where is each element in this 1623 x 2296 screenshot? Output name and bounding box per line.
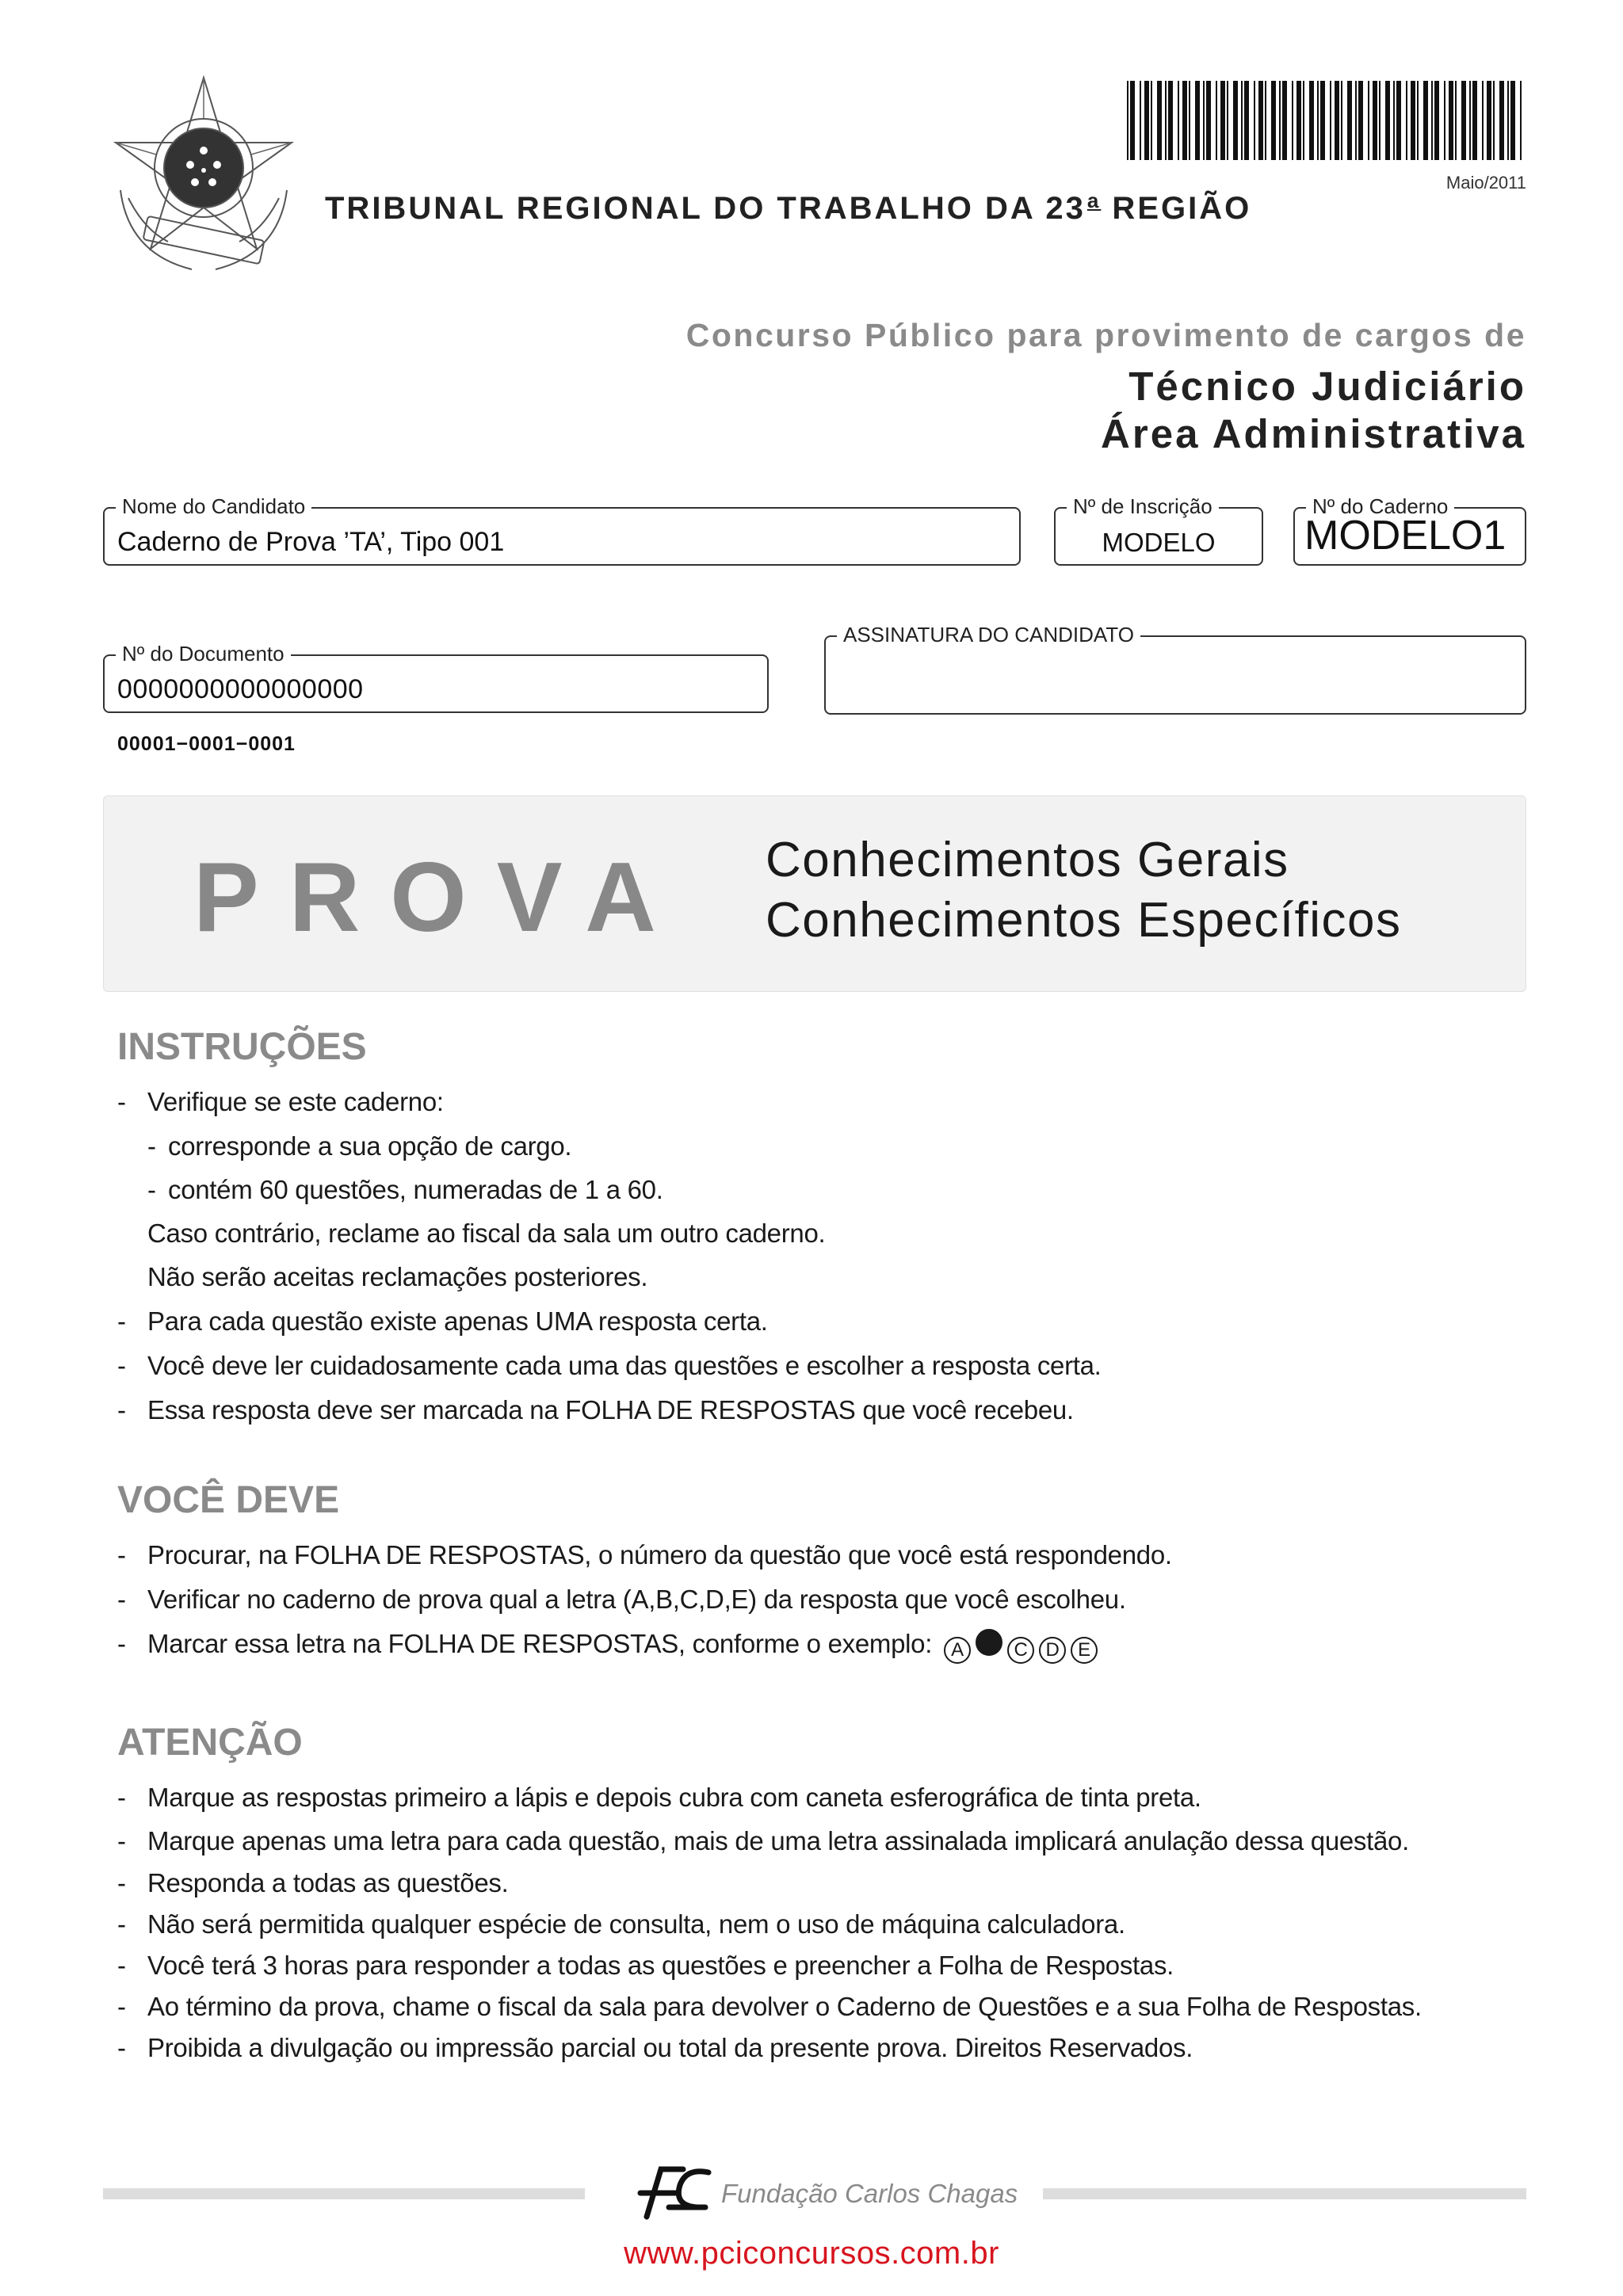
bubble-d: D <box>1039 1637 1066 1664</box>
conhecimentos-especificos: Conhecimentos Específicos <box>766 893 1402 948</box>
instrucao-item: Para cada questão existe apenas UMA resposta certa. <box>147 1306 768 1336</box>
atencao-item: Responda a todas as questões. <box>147 1868 509 1897</box>
barcode-bar <box>1178 81 1179 160</box>
atencao-item: Você terá 3 horas para responder a todas as questões e preencher a Folha de Respostas. <box>147 1951 1174 1980</box>
caderno-label: Nº do Caderno <box>1306 494 1454 518</box>
barcode-bar <box>1227 81 1228 160</box>
documento-value: 0000000000000000 <box>117 674 364 704</box>
barcode-bar <box>1203 81 1205 160</box>
bullet-dash: - <box>117 1992 126 2021</box>
inscricao-value: MODELO <box>1102 528 1216 557</box>
bubble-e: E <box>1071 1637 1098 1664</box>
barcode-bar <box>1423 81 1428 160</box>
barcode-bar <box>1444 81 1445 160</box>
bubble-b-filled <box>976 1629 1002 1656</box>
sub-bullet-dash: - <box>147 1175 156 1204</box>
barcode-bar <box>1309 81 1314 160</box>
barcode-bar <box>1493 81 1495 160</box>
bullet-dash: - <box>117 1306 126 1336</box>
barcode-bar <box>1303 81 1304 160</box>
barcode-bar <box>1151 81 1152 160</box>
atencao-item: Ao término da prova, chame o fiscal da sala para devolver o Caderno de Questões e a sua Folha de Respostas. <box>147 1992 1422 2021</box>
barcode-bar <box>1455 81 1457 160</box>
barcode-bar <box>1335 81 1339 160</box>
barcode-bar <box>1241 81 1243 160</box>
bullet-dash: - <box>117 1395 126 1425</box>
voce-deve-item <box>147 1629 1098 1664</box>
voce-deve-heading: VOCÊ DEVE <box>117 1479 340 1521</box>
nome-candidato-field[interactable] <box>103 494 1021 566</box>
codigo-prova: 00001−0001−0001 <box>117 733 296 755</box>
barcode-bar <box>1510 81 1515 160</box>
barcode-bar <box>1406 81 1407 160</box>
bullet-dash: - <box>117 1826 126 1855</box>
site-link[interactable]: www.pciconcursos.com.br <box>624 2236 999 2271</box>
barcode-bar <box>1254 81 1255 160</box>
instrucao-item: Você deve ler cuidadosamente cada uma das questões e escolher a resposta certa. <box>147 1351 1102 1380</box>
barcode-bar <box>1258 81 1263 160</box>
instrucoes-heading: INSTRUÇÕES <box>117 1026 367 1068</box>
barcode-bar <box>1417 81 1419 160</box>
bullet-dash: - <box>117 1540 126 1569</box>
barcode-bar <box>1271 81 1276 160</box>
barcode-bar <box>1396 81 1401 160</box>
barcode-bar <box>1472 81 1477 160</box>
barcode-bar <box>1520 81 1522 160</box>
barcode-bar <box>1482 81 1484 160</box>
caderno-field[interactable] <box>1293 494 1526 566</box>
bullet-dash: - <box>117 2033 126 2062</box>
prova-word: PROVA <box>193 843 686 952</box>
barcode-bar <box>1140 81 1141 160</box>
barcode-bar <box>1206 81 1211 160</box>
voce-deve-item: Verificar no caderno de prova qual a letra (A,B,C,D,E) da resposta que você escolheu. <box>147 1585 1126 1614</box>
bubble-a: A <box>944 1637 971 1664</box>
barcode-bar <box>1507 81 1509 160</box>
tribunal-superscript: a <box>1086 189 1102 212</box>
instrucao-item: Verifique se este caderno: <box>147 1087 444 1116</box>
documento-label: Nº do Documento <box>116 642 291 666</box>
barcode-bar <box>1358 81 1363 160</box>
barcode-bar <box>1379 81 1381 160</box>
barcode-bar <box>1330 81 1331 160</box>
assinatura-label: ASSINATURA DO CANDIDATO <box>837 623 1140 646</box>
barcode-bar <box>1279 81 1281 160</box>
barcode-bar <box>1292 81 1293 160</box>
barcode-bars <box>1127 81 1525 160</box>
tribunal-text: TRIBUNAL REGIONAL DO TRABALHO DA 23 <box>325 191 1086 226</box>
barcode-bar <box>1449 81 1453 160</box>
bullet-dash: - <box>117 1629 126 1658</box>
barcode-bar <box>1434 81 1439 160</box>
barcode-bar <box>1368 81 1369 160</box>
bullet-dash: - <box>117 1783 126 1812</box>
bullet-dash: - <box>117 1868 126 1897</box>
bullet-dash: - <box>117 1585 126 1614</box>
barcode-bar <box>1216 81 1217 160</box>
barcode-bar <box>1341 81 1342 160</box>
barcode-bar <box>1347 81 1352 160</box>
barcode-bar <box>1130 81 1135 160</box>
inscricao-label: Nº de Inscrição <box>1067 494 1219 518</box>
instrucao-item: Não serão aceitas reclamações posteriores. <box>147 1262 648 1291</box>
barcode-bar <box>1411 81 1415 160</box>
atencao-item: Proibida a divulgação ou impressão parcial ou total da presente prova. Direitos Reservados. <box>147 2033 1193 2062</box>
barcode-bar <box>1469 81 1471 160</box>
atencao-item: Não será permitida qualquer espécie de consulta, nem o uso de máquina calculadora. <box>147 1909 1125 1939</box>
barcode-bar <box>1265 81 1266 160</box>
documento-field[interactable] <box>103 642 769 713</box>
inscricao-field[interactable] <box>1054 494 1263 566</box>
barcode-bar <box>1233 81 1238 160</box>
barcode-bar <box>1393 81 1395 160</box>
tribunal-tail: REGIÃO <box>1101 191 1252 226</box>
bullet-dash: - <box>117 1909 126 1939</box>
barcode-bar <box>1317 81 1319 160</box>
barcode-bar <box>1168 81 1173 160</box>
barcode-bar <box>1244 81 1249 160</box>
instrucao-item: Caso contrário, reclame ao fiscal da sala um outro caderno. <box>147 1219 826 1248</box>
barcode-bar <box>1127 81 1128 160</box>
fundacao-text: Fundação Carlos Chagas <box>721 2179 1018 2208</box>
barcode-bar <box>1144 81 1149 160</box>
bullet-dash: - <box>117 1951 126 1980</box>
date-label: Maio/2011 <box>1445 173 1526 193</box>
sub-bullet-dash: - <box>147 1131 156 1161</box>
barcode-bar <box>1157 81 1162 160</box>
voce-deve-item: Procurar, na FOLHA DE RESPOSTAS, o número da questão que você está respondendo. <box>147 1540 1172 1569</box>
barcode-bar <box>1461 81 1466 160</box>
barcode-bar <box>1487 81 1491 160</box>
barcode-bar <box>1320 81 1325 160</box>
barcode-bar <box>1220 81 1225 160</box>
barcode-bar <box>1499 81 1504 160</box>
nome-candidato-value: Caderno de Prova ’TA’, Tipo 001 <box>117 527 505 557</box>
barcode <box>1127 81 1525 160</box>
barcode-bar <box>1189 81 1190 160</box>
bullet-dash: - <box>117 1351 126 1380</box>
footer-bar-right <box>1043 2188 1526 2199</box>
exemplo-text: Marcar essa letra na FOLHA DE RESPOSTAS, conforme o exemplo: <box>147 1629 933 1658</box>
assinatura-field[interactable] <box>824 623 1526 715</box>
conhecimentos-gerais: Conhecimentos Gerais <box>766 833 1289 887</box>
coat-of-arms-emblem <box>97 71 311 285</box>
barcode-bar <box>1282 81 1287 160</box>
atencao-item: Marque apenas uma letra para cada questão, mais de uma letra assinalada implicará anulação dessa questão. <box>147 1826 1409 1855</box>
nome-candidato-label: Nome do Candidato <box>116 494 311 518</box>
concurso-line: Concurso Público para provimento de cargos de <box>685 317 1526 353</box>
bullet-dash: - <box>117 1087 126 1116</box>
cargo-title: Técnico Judiciário <box>1128 364 1526 409</box>
atencao-heading: ATENÇÃO <box>117 1722 303 1764</box>
barcode-bar <box>1195 81 1200 160</box>
barcode-bar <box>1373 81 1377 160</box>
barcode-bar <box>1296 81 1301 160</box>
barcode-bar <box>1385 81 1390 160</box>
instrucao-item: Essa resposta deve ser marcada na FOLHA DE RESPOSTAS que você recebeu. <box>147 1395 1074 1425</box>
atencao-item: Marque as respostas primeiro a lápis e depois cubra com caneta esferográfica de tinta preta. <box>147 1783 1201 1812</box>
area-title: Área Administrativa <box>1101 411 1526 456</box>
fcc-logo-icon <box>634 2161 713 2225</box>
barcode-bar <box>1431 81 1433 160</box>
barcode-bar <box>1355 81 1357 160</box>
instrucao-subitem: contém 60 questões, numeradas de 1 a 60. <box>168 1175 663 1204</box>
footer-bar-left <box>103 2188 585 2199</box>
instrucao-subitem: corresponde a sua opção de cargo. <box>168 1131 572 1161</box>
caderno-value: MODELO1 <box>1304 513 1507 559</box>
tribunal-title <box>325 189 1251 227</box>
bubble-c: C <box>1007 1637 1034 1664</box>
barcode-bar <box>1165 81 1167 160</box>
barcode-bar <box>1182 81 1187 160</box>
